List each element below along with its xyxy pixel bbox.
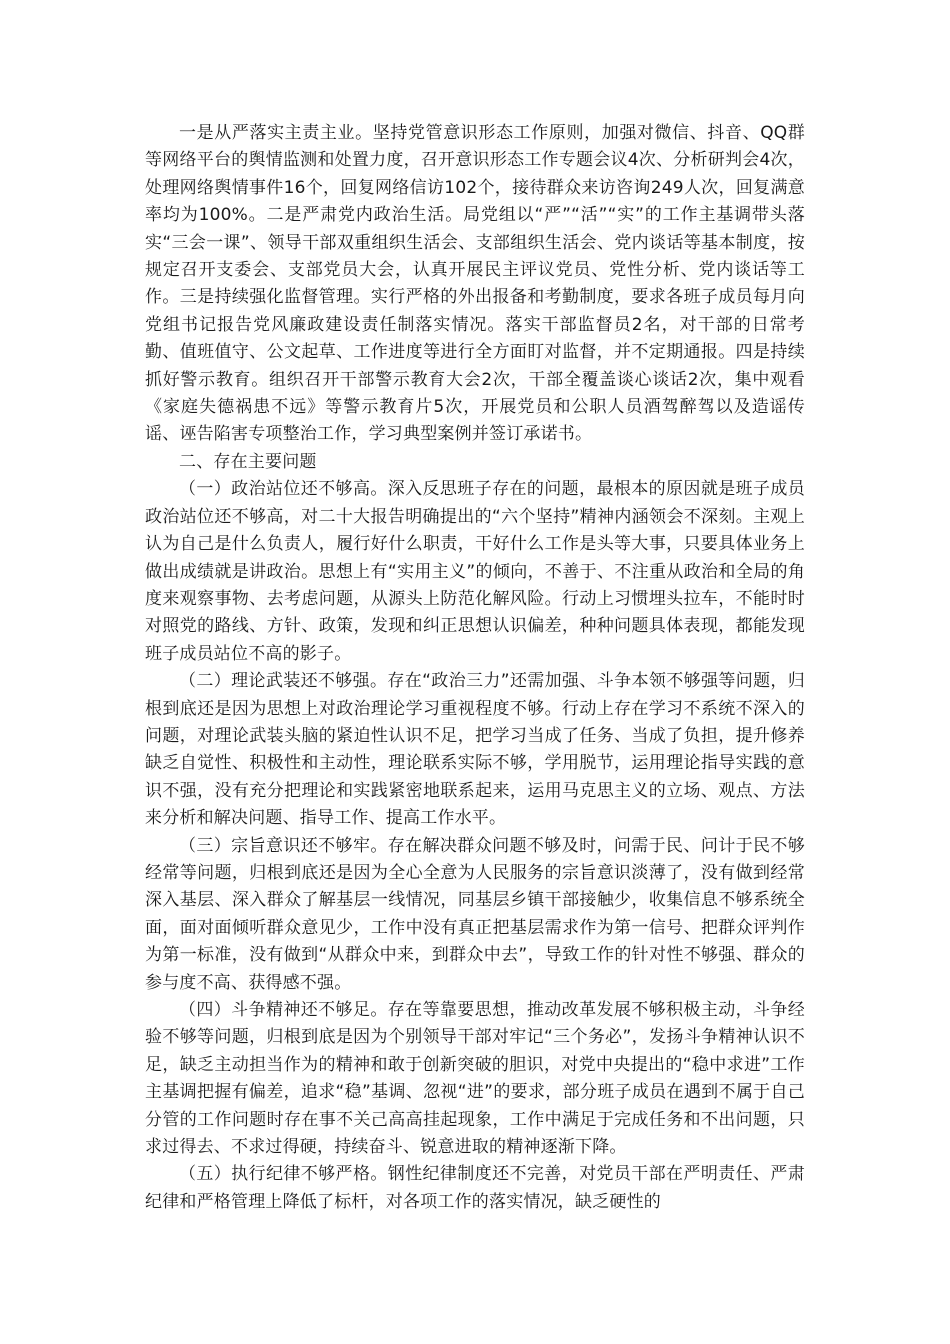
paragraph-discipline-enforcement: （五）执行纪律不够严格。钢性纪律制度还不完善，对党员干部在严明责任、严肃纪律和严格管理上降低了标杆，对各项工作的落实情况，缺乏硬性的: [145, 1164, 805, 1212]
paragraph-theory-arming: （二）理论武装还不够强。存在“政治三力”还需加强、斗争本领不够强等问题，归根到底还是因为思想上对政治理论学习重视程度不够。行动上存在学习不系统不深入的问题，对理论武装头脑的紧迫性认识不足，把学习当成了任务、当成了负担，提升修养缺乏自觉性、积极性和主动性，理论联系实际不够，学用脱节，运用理论指导实践的意识不强，没有充分把理论和实践紧密地联系起来，运用马克思主义的立场、观点、方法来分析和解决问题、指导工作、提高工作水平。: [145, 671, 805, 829]
paragraph-political-stance: （一）政治站位还不够高。深入反思班子存在的问题，最根本的原因就是班子成员政治站位还不够高，对二十大报告明确提出的“六个坚持”精神内涵领会不深刻。主观上认为自己是什么负责人，履行好什么职责，干好什么工作是头等大事，只要具体业务上做出成绩就是讲政治。思想上有“实用主义”的倾向，不善于、不注重从政治和全局的角度来观察事物、去考虑问题，从源头上防范化解风险。行动上习惯埋头拉车，不能时时对照党的路线、方针、政策，发现和纠正思想认识偏差，种种问题具体表现，都能发现班子成员站位不高的影子。: [145, 479, 805, 664]
paragraph-work-summary: 一是从严落实主责主业。坚持党管意识形态工作原则，加强对微信、抖音、QQ群等网络平台的舆情监测和处置力度，召开意识形态工作专题会议4次、分析研判会4次，处理网络舆情事件16个，回复网络信访102个，接待群众来访咨询249人次，回复满意率均为100%。二是严肃党内政治生活。局党组以“严”“活”“实”的工作主基调带头落实“三会一课”、领导干部双重组织生活会、支部组织生活会、党内谈话等基本制度，按规定召开支委会、支部党员大会，认真开展民主评议党员、党性分析、党内谈话等工作。三是持续强化监督管理。实行严格的外出报备和考勤制度，要求各班子成员每月向党组书记报告党风廉政建设责任制落实情况。落实干部监督员2名，对干部的日常考勤、值班值守、公文起草、工作进度等进行全方面盯对监督，并不定期通报。四是持续抓好警示教育。组织召开干部警示教育大会2次，干部全覆盖谈心谈话2次，集中观看《家庭失德祸患不远》等警示教育片5次，开展党员和公职人员酒驾醉驾以及造谣传谣、诬告陷害专项整治工作，学习典型案例并签订承诺书。: [145, 123, 805, 445]
paragraph-purpose-awareness: （三）宗旨意识还不够牢。存在解决群众问题不够及时，问需于民、问计于民不够经常等问题，归根到底还是因为全心全意为人民服务的宗旨意识淡薄了，没有做到经常深入基层、深入群众了解基层一线情况，同基层乡镇干部接触少，收集信息不够系统全面，面对面倾听群众意见少，工作中没有真正把基层需求作为第一信号、把群众评判作为第一标准，没有做到“从群众中来，到群众中去”，导致工作的针对性不够强、群众的参与度不高、获得感不强。: [145, 835, 805, 993]
document-body: [145, 120, 805, 1216]
section-heading-main-problems: 二、存在主要问题: [179, 451, 317, 472]
paragraph-fighting-spirit: （四）斗争精神还不够足。存在等靠要思想，推动改革发展不够积极主动，斗争经验不够等问题，归根到底是因为个别领导干部对牢记“三个务必”，发扬斗争精神认识不足，缺乏主动担当作为的精神和敢于创新突破的胆识，对党中央提出的“稳中求进”工作主基调把握有偏差，追求“稳”基调、忽视“进”的要求，部分班子成员在遇到不属于自己分管的工作问题时存在事不关己高高挂起现象，工作中满足于完成任务和不出问题，只求过得去、不求过得硬，持续奋斗、锐意进取的精神逐渐下降。: [145, 1000, 805, 1158]
